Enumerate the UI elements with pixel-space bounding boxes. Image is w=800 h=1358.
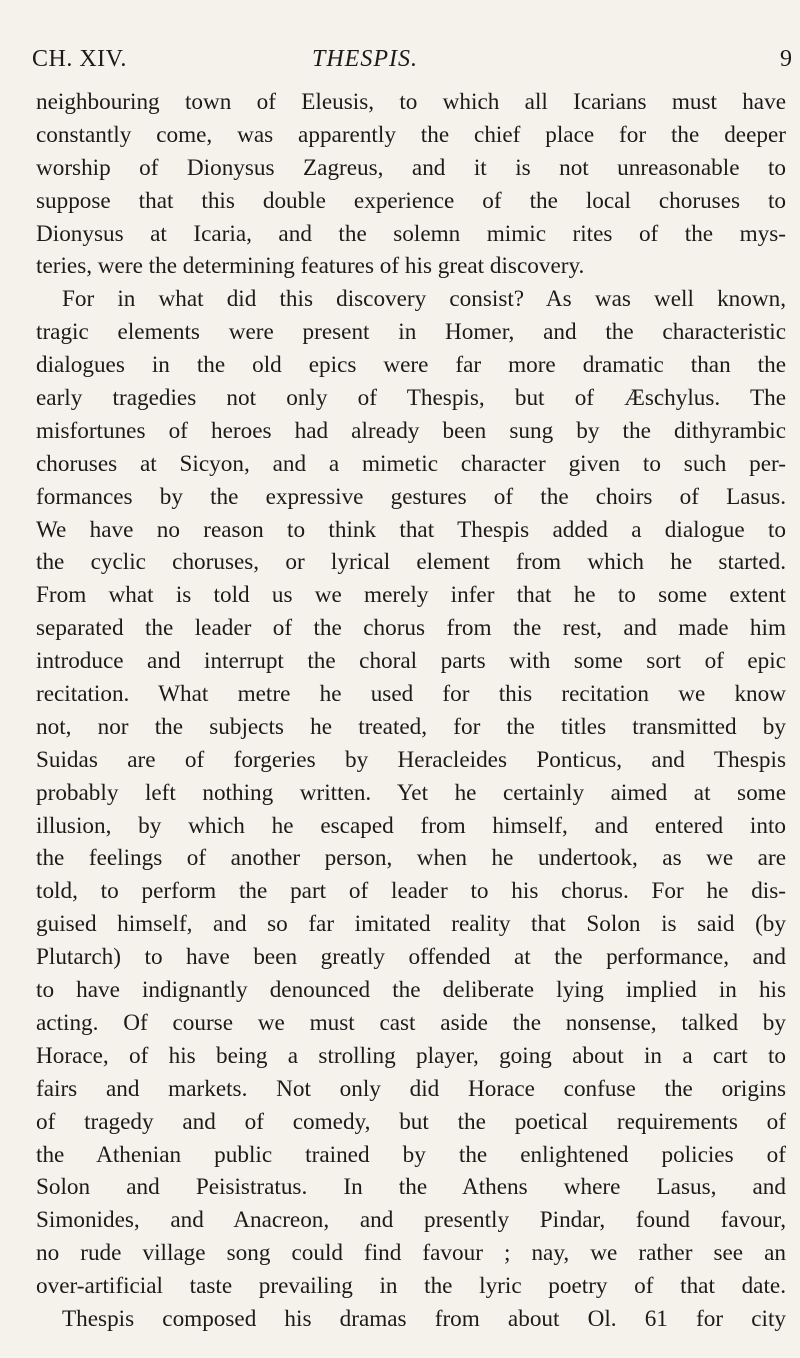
text-line: Suidas are of forgeries by Heracleides Ponticus, and Thespis (36, 746, 786, 773)
text-line: misfortunes of heroes had already been sung by the dithyrambic (36, 417, 786, 444)
text-line: Plutarch) to have been greatly offended at the performance, and (36, 944, 786, 971)
text-line: From what is told us we merely infer that he to some extent (36, 582, 786, 609)
text-line: dialogues in the old epics were far more dramatic than the (36, 352, 786, 379)
text-line: Horace, of his being a strolling player, going about in a cart to (36, 1042, 786, 1069)
text-line: worship of Dionysus Zagreus, and it is not unreasonable to (36, 154, 786, 181)
text-line: early tragedies not only of Thespis, but of Æschylus. The (36, 385, 786, 412)
text-line: no rude village song could find favour ; nay, we rather see an (36, 1240, 786, 1267)
running-title: THESPIS. (312, 46, 418, 72)
text-line: tragic elements were present in Homer, and the characteristic (36, 319, 786, 346)
text-line: the Athenian public trained by the enlightened policies of (36, 1141, 786, 1168)
text-line: suppose that this double experience of the local choruses to (36, 187, 786, 214)
text-line: probably left nothing written. Yet he certainly aimed at some (36, 779, 786, 806)
text-line: illusion, by which he escaped from himself, and entered into (36, 812, 786, 839)
body-text (36, 86, 786, 1336)
text-line: told, to perform the part of leader to his chorus. For he dis- (36, 878, 786, 905)
text-line: neighbouring town of Eleusis, to which all Icarians must have (36, 89, 786, 115)
text-line: of tragedy and of comedy, but the poetical requirements of (36, 1108, 786, 1135)
chapter-label: CH. XIV. (32, 46, 127, 72)
text-line: formances by the expressive gestures of the choirs of Lasus. (36, 483, 786, 510)
text-line: Simonides, and Anacreon, and presently Pindar, found favour, (36, 1207, 786, 1234)
text-line: Dionysus at Icaria, and the solemn mimic rites of the mys- (36, 220, 786, 247)
text-line: Thespis composed his dramas from about Ol. 61 for city (62, 1305, 786, 1332)
text-line: the cyclic choruses, or lyrical element from which he started. (36, 549, 786, 576)
text-line: to have indignantly denounced the deliberate lying implied in his (36, 977, 786, 1004)
page-number: 9 (780, 46, 792, 72)
text-line: guised himself, and so far imitated reality that Solon is said (by (36, 911, 786, 938)
text-line: For in what did this discovery consist? As was well known, (62, 286, 786, 313)
text-line: the feelings of another person, when he undertook, as we are (36, 845, 786, 872)
text-line: Solon and Peisistratus. In the Athens where Lasus, and (36, 1174, 786, 1201)
text-line: teries, were the determining features of his great discovery. (36, 253, 585, 280)
text-line: introduce and interrupt the choral parts with some sort of epic (36, 648, 786, 675)
text-line: not, nor the subjects he treated, for the titles transmitted by (36, 713, 786, 740)
text-line: constantly come, was apparently the chief place for the deeper (36, 121, 786, 148)
text-line: over-artificial taste prevailing in the lyric poetry of that date. (36, 1273, 786, 1300)
text-line: recitation. What metre he used for this recitation we know (36, 681, 786, 708)
text-line: separated the leader of the chorus from the rest, and made him (36, 615, 786, 642)
text-line: fairs and markets. Not only did Horace confuse the origins (36, 1075, 786, 1102)
text-line: acting. Of course we must cast aside the nonsense, talked by (36, 1009, 786, 1036)
text-line: choruses at Sicyon, and a mimetic character given to such per- (36, 450, 786, 477)
text-line: We have no reason to think that Thespis added a dialogue to (36, 516, 786, 543)
running-header (32, 46, 792, 80)
